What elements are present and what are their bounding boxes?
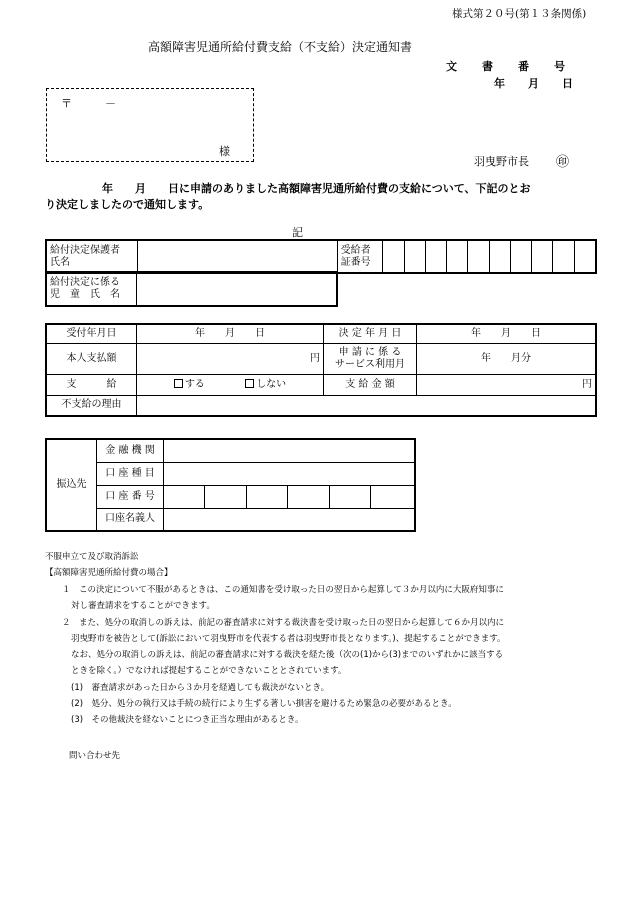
account-type-label: 口 座 種 目 [97,462,164,485]
recipient-digit-cell[interactable] [425,240,446,273]
intro-line-2: り決定しましたので通知します。 [45,198,210,211]
recipient-table [45,239,597,274]
appeal-note-line: ２ また、処分の取消しの訴えは、前記の審査請求に対する裁決書を受け取った日の翌日から起算して６か月以内に [62,618,505,628]
recipient-digit-cell[interactable] [447,240,468,273]
form-number: 様式第２０号(第１３条関係) [452,8,587,20]
applied-month-value[interactable]: 年 月分 [417,343,597,374]
account-type-field[interactable] [164,462,416,485]
decision-date-value[interactable]: 年 月 日 [417,324,597,343]
account-digit-cell[interactable] [288,485,329,508]
address-box [46,88,254,162]
appeal-heading: 不服申立て及び取消訴訟 [45,552,139,562]
yen-unit: 円 [310,352,320,364]
account-holder-label: 口座名義人 [97,508,164,531]
page-title: 高額障害児通所給付費支給（不支給）決定通知書 [148,40,413,54]
postal-mark: 〒 [61,97,72,110]
recipient-digit-cell[interactable] [468,240,489,273]
bank-field[interactable] [164,439,416,462]
option-no-checkbox[interactable]: しない [245,379,286,390]
decision-date-label: 決 定 年 月 日 [324,324,417,343]
doc-number-label: 文 書 番 号 [446,60,572,73]
guardian-name-field[interactable] [138,240,338,273]
applied-month-label: 申 請 に 係 る サービス利用月 [324,343,417,374]
transfer-label: 振込先 [46,439,97,531]
account-digit-cell[interactable] [164,485,205,508]
account-number-label: 口 座 番 号 [97,485,164,508]
appeal-note-line: なお、処分の取消しの訴えは、前記の審査請求に対する裁決を経た後（次の(1)から(3)までのいずれかに該当する [71,650,504,660]
bank-label: 金 融 機 関 [97,439,164,462]
checkbox-icon [245,379,254,388]
checkbox-icon [174,379,183,388]
intro-line-1: 年 月 日に申請のありました高額障害児通所給付費の支給について、下記のとお [102,182,531,195]
recipient-digit-cell[interactable] [553,240,574,273]
guardian-name-label: 給付決定保護者 氏名 [46,240,138,273]
account-digit-cell[interactable] [329,485,370,508]
received-date-label: 受付年月日 [46,324,137,343]
date-label: 年 月 日 [494,77,579,90]
recipient-digit-cell[interactable] [404,240,425,273]
appeal-note-line: (3) その他裁決を経ないことにつき正当な理由があるとき。 [71,715,304,725]
sama-label: 様 [219,145,230,158]
child-name-label: 給付決定に係る 児 童 氏 名 [46,272,137,306]
appeal-note-line: １ この決定について不服があるときは、この通知書を受け取った日の翌日から起算して３か月以内に大阪府知事に [62,585,504,595]
seal-mark: ㊞ [556,155,570,170]
self-pay-label: 本人支払額 [46,343,137,374]
recipient-digit-cell[interactable] [489,240,510,273]
payment-label: 支 給 [46,374,137,395]
child-table [45,271,338,307]
account-digit-cell[interactable] [246,485,287,508]
self-pay-field[interactable] [137,343,324,374]
ki-heading: 記 [292,226,303,239]
reason-label: 不支給の理由 [46,395,137,416]
child-name-field[interactable] [137,272,338,306]
recipient-digit-cell[interactable] [532,240,553,273]
recipient-digit-cell[interactable] [383,240,404,273]
option-yes-checkbox[interactable]: する [174,379,205,390]
appeal-note-line: ときを除く。）でなければ提起することができないこととされています。 [71,666,347,676]
postal-dash: － [105,97,116,110]
recipient-digit-cell[interactable] [510,240,531,273]
appeal-note-line: (2) 処分、処分の執行又は手続の続行により生ずる著しい損害を避けるため緊急の必要があるとき。 [71,699,457,709]
recipient-digit-cell[interactable] [574,240,596,273]
appeal-note-line: 羽曳野市を被告として(訴訟において羽曳野市を代表する者は羽曳野市長となります。)、提起することができます。 [71,634,506,644]
appeal-subheading: 【高額障害児通所給付費の場合】 [45,568,173,578]
received-date-value[interactable]: 年 月 日 [137,324,324,343]
mayor-name: 羽曳野市長 [474,155,529,168]
account-digit-cell[interactable] [371,485,415,508]
account-digit-cell[interactable] [205,485,246,508]
account-holder-field[interactable] [164,508,416,531]
contact-label: 問い合わせ先 [69,751,121,761]
decision-table [45,323,597,417]
reason-field[interactable] [137,395,597,416]
appeal-note-line: (1) 審査請求があった日から３か月を経過しても裁決がないとき。 [71,683,330,693]
transfer-table [45,438,416,532]
appeal-note-line: 対し審査請求をすることができます。 [71,601,215,611]
payment-options [137,374,324,395]
yen-unit: 円 [582,378,592,390]
recipient-number-label: 受給者 証番号 [337,240,383,273]
amount-field[interactable] [417,374,597,395]
amount-label: 支 給 金 額 [324,374,417,395]
